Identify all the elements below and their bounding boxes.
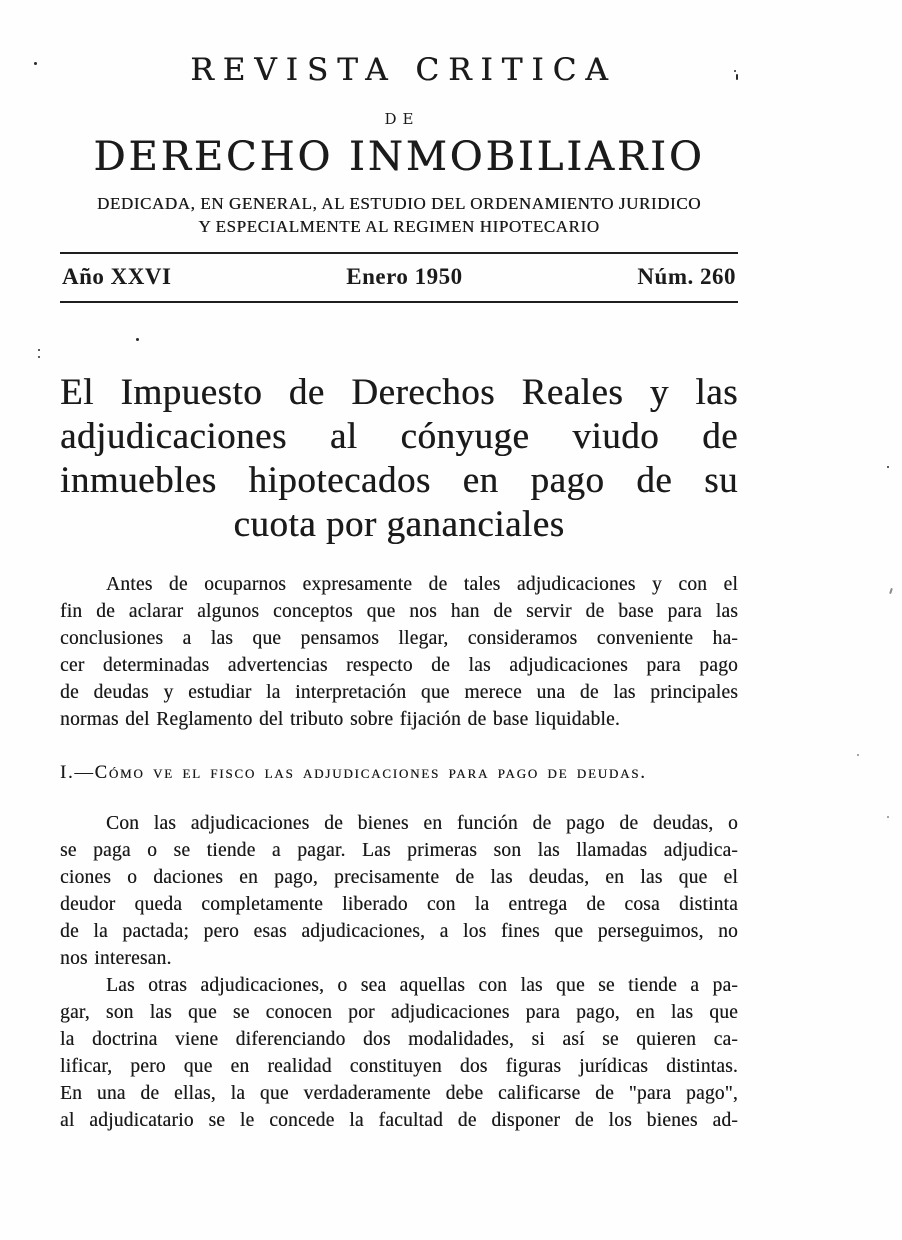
body-line: conclusiones a las que pensamos llegar, consideramos conveniente ha- xyxy=(60,628,738,649)
intro-paragraph xyxy=(60,571,738,733)
body-paragraph xyxy=(60,810,738,972)
body-line: Con las adjudicaciones de bienes en función de pago de deudas, o xyxy=(106,813,738,834)
section-heading: I.—Cómo ve el fisco las adjudicaciones para pago de deudas. xyxy=(60,763,647,783)
scan-speck xyxy=(889,588,893,594)
page-content-column xyxy=(60,0,738,1134)
body-line: normas del Reglamento del tributo sobre fijación de base liquidable. xyxy=(60,709,620,730)
scan-speck xyxy=(857,754,859,756)
scan-speck xyxy=(887,816,889,818)
dedication-line-1: DEDICADA, EN GENERAL, AL ESTUDIO DEL ORDENAMIENTO JURIDICO xyxy=(96,194,702,213)
scan-speck xyxy=(736,74,738,80)
body-line: la doctrina viene diferenciando dos modalidades, si así se quieren ca- xyxy=(60,1029,738,1050)
body-paragraph xyxy=(60,972,738,1134)
scan-speck xyxy=(38,356,40,358)
issue-volume: Año XXVI xyxy=(62,264,172,289)
scan-speck xyxy=(38,349,40,351)
journal-subject-title: DERECHO INMOBILIARIO xyxy=(93,134,705,180)
body-line: nos interesan. xyxy=(60,948,172,969)
body-line: En una de ellas, la que verdaderamente debe calificarse de "para pago", xyxy=(60,1083,738,1104)
article-title-line: adjudicaciones al cónyuge viudo de xyxy=(60,416,738,457)
article-title-line: cuota por gananciales xyxy=(233,504,565,545)
issue-date: Enero 1950 xyxy=(346,264,463,289)
body-line: Antes de ocuparnos expresamente de tales adjudicaciones y con el xyxy=(106,574,738,595)
body-line: fin de aclarar algunos conceptos que nos han de servir de base para las xyxy=(60,601,738,622)
journal-title: REVISTA CRITICA xyxy=(190,52,617,88)
journal-dedication xyxy=(60,192,738,238)
body-line: Las otras adjudicaciones, o sea aquellas con las que se tiende a pa- xyxy=(106,975,738,996)
body-line: gar, son las que se conocen por adjudicaciones para pago, en las que xyxy=(60,1002,738,1023)
body-line: se paga o se tiende a pagar. Las primeras son las llamadas adjudica- xyxy=(60,840,738,861)
scan-speck xyxy=(136,338,139,341)
body-line: lificar, pero que en realidad constituyen dos figuras jurídicas distintas. xyxy=(60,1056,738,1077)
scan-speck xyxy=(887,466,889,468)
scan-speck xyxy=(34,62,37,65)
issue-bar xyxy=(60,254,738,301)
journal-title-connector: DE xyxy=(384,110,420,128)
dedication-line-2: Y ESPECIALMENTE AL REGIMEN HIPOTECARIO xyxy=(198,217,600,236)
article-title-line: El Impuesto de Derechos Reales y las xyxy=(60,372,738,413)
body-line: ciones o daciones en pago, precisamente de las deudas, en las que el xyxy=(60,867,738,888)
body-line: cer determinadas advertencias respecto de las adjudicaciones para pago xyxy=(60,655,738,676)
article-title xyxy=(60,371,738,547)
article-title-line: inmuebles hipotecados en pago de su xyxy=(60,460,738,501)
scan-speck xyxy=(734,70,736,72)
body-line: al adjudicatario se le concede la facultad de disponer de los bienes ad- xyxy=(60,1110,738,1131)
bottom-rule xyxy=(60,301,738,303)
issue-number: Núm. 260 xyxy=(637,264,736,289)
body-line: deudor queda completamente liberado con la entrega de cosa distinta xyxy=(60,894,738,915)
body-line: de deudas y estudiar la interpretación que merece una de las principales xyxy=(60,682,738,703)
body-line: de la pactada; pero esas adjudicaciones, a los fines que perseguimos, no xyxy=(60,921,738,942)
